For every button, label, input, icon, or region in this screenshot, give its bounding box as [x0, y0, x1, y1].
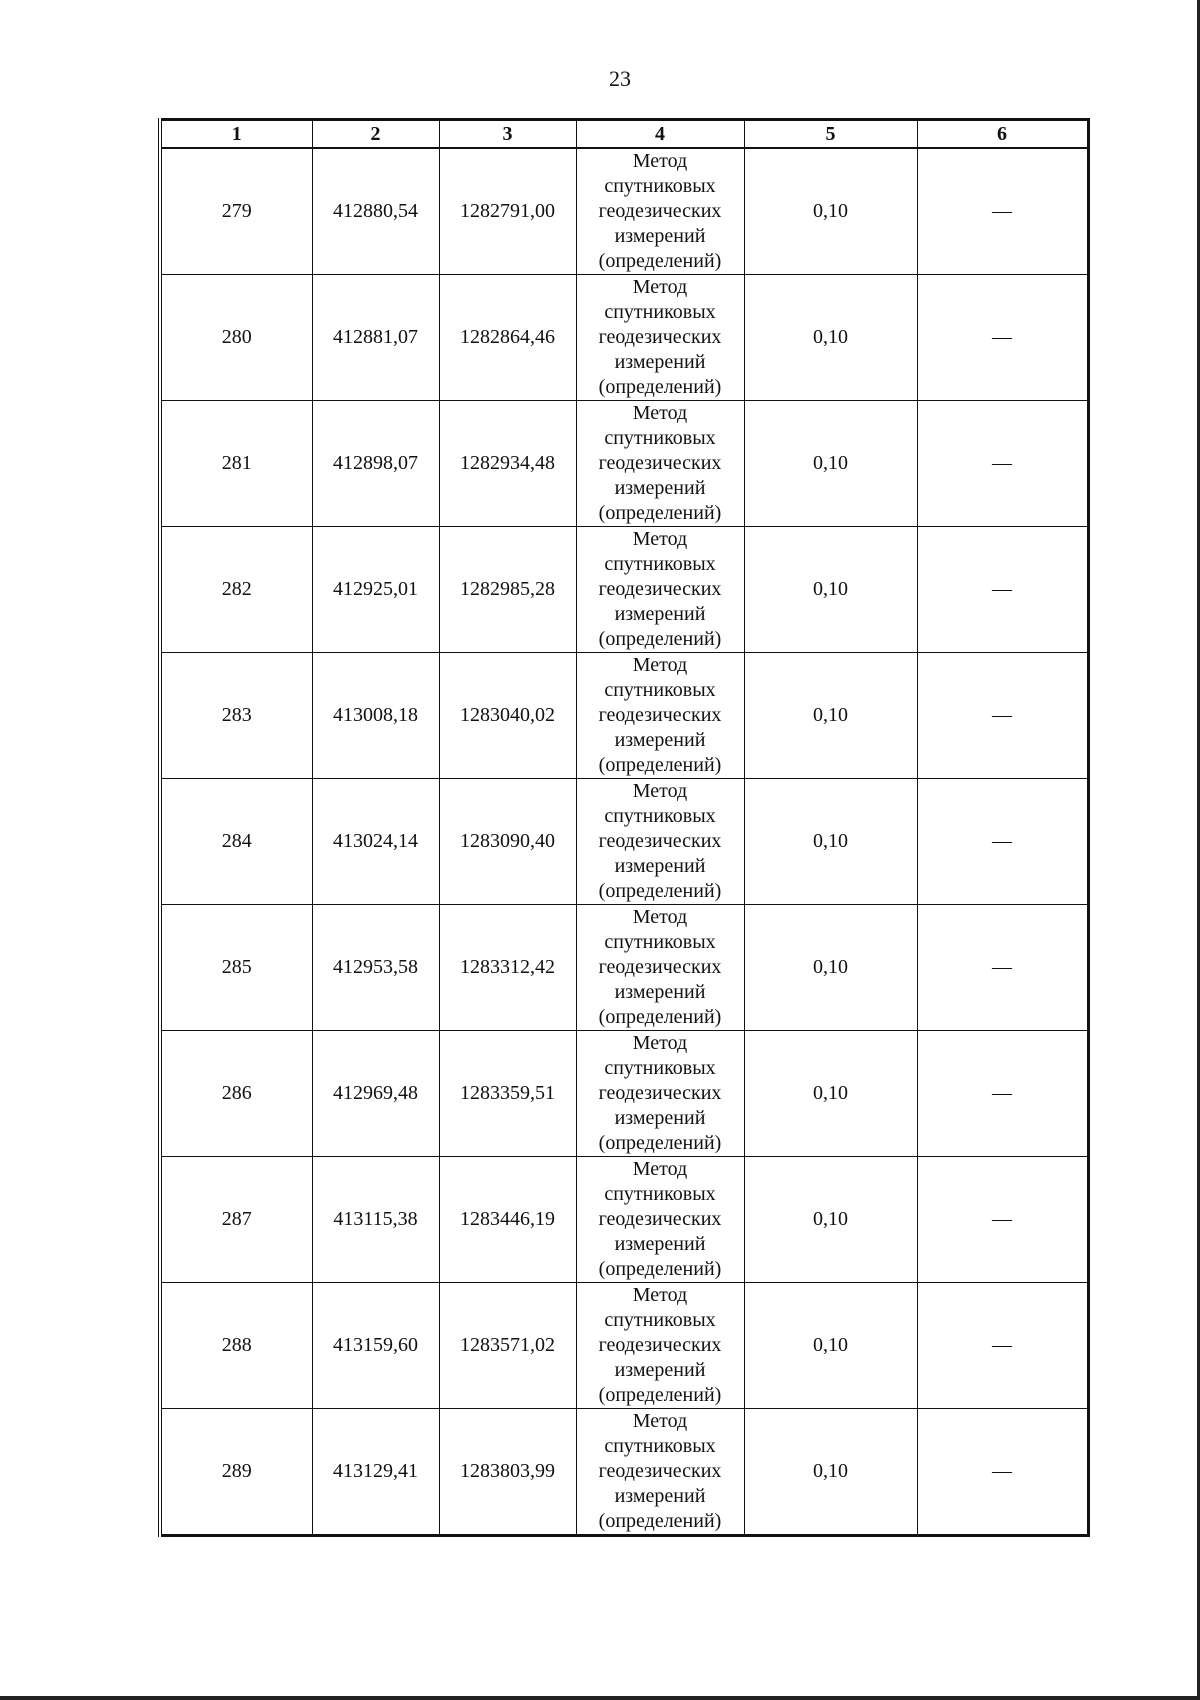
method-line: измерений [614, 477, 706, 499]
note-cell: — [917, 905, 1088, 1031]
x-coordinate-cell: 413115,38 [312, 1157, 439, 1283]
method-line: геодезических [598, 326, 722, 348]
method-line: Метод [632, 402, 688, 424]
method-line: геодезических [598, 830, 722, 852]
note-cell: — [917, 1409, 1088, 1536]
method-cell [576, 1409, 744, 1536]
method-line: спутниковых [604, 805, 716, 827]
accuracy-cell: 0,10 [744, 905, 917, 1031]
column-header-2: 2 [312, 120, 439, 149]
page-number: 23 [609, 66, 631, 91]
coordinates-table [158, 118, 1090, 1537]
y-coordinate-cell: 1283359,51 [439, 1031, 576, 1157]
x-coordinate-cell: 412925,01 [312, 527, 439, 653]
method-line: Метод [632, 1032, 688, 1054]
method-line: (определений) [598, 1006, 722, 1028]
y-coordinate-cell: 1283446,19 [439, 1157, 576, 1283]
column-header-3: 3 [439, 120, 576, 149]
method-cell [576, 527, 744, 653]
point-number-cell: 280 [160, 275, 312, 401]
method-line: (определений) [598, 880, 722, 902]
table-row [160, 1157, 1088, 1283]
y-coordinate-cell: 1282934,48 [439, 401, 576, 527]
method-line: геодезических [598, 1334, 722, 1356]
method-line: Метод [632, 1284, 688, 1306]
method-line: геодезических [598, 1208, 722, 1230]
method-line: Метод [632, 150, 688, 172]
column-header-4: 4 [576, 120, 744, 149]
method-line: геодезических [598, 956, 722, 978]
table-header-row [160, 120, 1088, 149]
table-row [160, 275, 1088, 401]
accuracy-cell: 0,10 [744, 1157, 917, 1283]
method-line: измерений [614, 729, 706, 751]
table-row [160, 527, 1088, 653]
method-line: (определений) [598, 250, 722, 272]
method-cell [576, 653, 744, 779]
note-cell: — [917, 275, 1088, 401]
method-line: измерений [614, 603, 706, 625]
accuracy-cell: 0,10 [744, 1409, 917, 1536]
method-line: спутниковых [604, 1183, 716, 1205]
scan-edge-bottom [0, 1696, 1200, 1700]
method-line: спутниковых [604, 931, 716, 953]
x-coordinate-cell: 412969,48 [312, 1031, 439, 1157]
method-line: (определений) [598, 1384, 722, 1406]
method-line: спутниковых [604, 553, 716, 575]
method-line: спутниковых [604, 1057, 716, 1079]
y-coordinate-cell: 1283312,42 [439, 905, 576, 1031]
column-header-5: 5 [744, 120, 917, 149]
x-coordinate-cell: 412880,54 [312, 148, 439, 275]
method-line: измерений [614, 225, 706, 247]
accuracy-cell: 0,10 [744, 527, 917, 653]
method-line: спутниковых [604, 427, 716, 449]
table-row [160, 1031, 1088, 1157]
point-number-cell: 288 [160, 1283, 312, 1409]
method-cell [576, 148, 744, 275]
y-coordinate-cell: 1283571,02 [439, 1283, 576, 1409]
note-cell: — [917, 401, 1088, 527]
y-coordinate-cell: 1283090,40 [439, 779, 576, 905]
accuracy-cell: 0,10 [744, 779, 917, 905]
method-cell [576, 1157, 744, 1283]
point-number-cell: 281 [160, 401, 312, 527]
y-coordinate-cell: 1283040,02 [439, 653, 576, 779]
method-line: измерений [614, 1359, 706, 1381]
method-line: Метод [632, 654, 688, 676]
table-row [160, 653, 1088, 779]
point-number-cell: 284 [160, 779, 312, 905]
method-line: измерений [614, 1485, 706, 1507]
method-line: (определений) [598, 1258, 722, 1280]
table-row [160, 905, 1088, 1031]
method-line: геодезических [598, 1082, 722, 1104]
method-line: спутниковых [604, 301, 716, 323]
note-cell: — [917, 148, 1088, 275]
method-line: измерений [614, 1233, 706, 1255]
method-line: геодезических [598, 452, 722, 474]
method-line: Метод [632, 528, 688, 550]
method-line: (определений) [598, 628, 722, 650]
point-number-cell: 282 [160, 527, 312, 653]
column-header-6: 6 [917, 120, 1088, 149]
method-line: измерений [614, 1107, 706, 1129]
accuracy-cell: 0,10 [744, 1283, 917, 1409]
method-line: (определений) [598, 754, 722, 776]
method-line: геодезических [598, 704, 722, 726]
y-coordinate-cell: 1283803,99 [439, 1409, 576, 1536]
method-cell [576, 905, 744, 1031]
method-line: (определений) [598, 376, 722, 398]
method-line: геодезических [598, 200, 722, 222]
x-coordinate-cell: 413008,18 [312, 653, 439, 779]
table-row [160, 401, 1088, 527]
point-number-cell: 285 [160, 905, 312, 1031]
x-coordinate-cell: 413159,60 [312, 1283, 439, 1409]
x-coordinate-cell: 412953,58 [312, 905, 439, 1031]
point-number-cell: 286 [160, 1031, 312, 1157]
point-number-cell: 279 [160, 148, 312, 275]
method-line: спутниковых [604, 1435, 716, 1457]
note-cell: — [917, 779, 1088, 905]
x-coordinate-cell: 412881,07 [312, 275, 439, 401]
y-coordinate-cell: 1282864,46 [439, 275, 576, 401]
method-line: геодезических [598, 1460, 722, 1482]
method-line: Метод [632, 780, 688, 802]
method-line: (определений) [598, 1510, 722, 1532]
method-line: геодезических [598, 578, 722, 600]
method-line: спутниковых [604, 1309, 716, 1331]
table-row [160, 779, 1088, 905]
method-line: Метод [632, 1158, 688, 1180]
note-cell: — [917, 1157, 1088, 1283]
accuracy-cell: 0,10 [744, 653, 917, 779]
method-line: спутниковых [604, 679, 716, 701]
method-line: измерений [614, 855, 706, 877]
accuracy-cell: 0,10 [744, 401, 917, 527]
y-coordinate-cell: 1282791,00 [439, 148, 576, 275]
note-cell: — [917, 1031, 1088, 1157]
column-header-1: 1 [160, 120, 312, 149]
note-cell: — [917, 527, 1088, 653]
table-row [160, 1283, 1088, 1409]
method-line: (определений) [598, 1132, 722, 1154]
method-line: измерений [614, 351, 706, 373]
table-body [160, 148, 1088, 1536]
method-line: (определений) [598, 502, 722, 524]
method-cell [576, 1031, 744, 1157]
accuracy-cell: 0,10 [744, 1031, 917, 1157]
table-row [160, 148, 1088, 275]
point-number-cell: 287 [160, 1157, 312, 1283]
point-number-cell: 289 [160, 1409, 312, 1536]
x-coordinate-cell: 413024,14 [312, 779, 439, 905]
note-cell: — [917, 1283, 1088, 1409]
accuracy-cell: 0,10 [744, 275, 917, 401]
x-coordinate-cell: 413129,41 [312, 1409, 439, 1536]
method-line: Метод [632, 906, 688, 928]
note-cell: — [917, 653, 1088, 779]
method-line: Метод [632, 276, 688, 298]
method-cell [576, 779, 744, 905]
accuracy-cell: 0,10 [744, 148, 917, 275]
x-coordinate-cell: 412898,07 [312, 401, 439, 527]
point-number-cell: 283 [160, 653, 312, 779]
table-row [160, 1409, 1088, 1536]
method-cell [576, 275, 744, 401]
method-cell [576, 1283, 744, 1409]
method-line: измерений [614, 981, 706, 1003]
y-coordinate-cell: 1282985,28 [439, 527, 576, 653]
method-cell [576, 401, 744, 527]
method-line: спутниковых [604, 175, 716, 197]
method-line: Метод [632, 1410, 688, 1432]
